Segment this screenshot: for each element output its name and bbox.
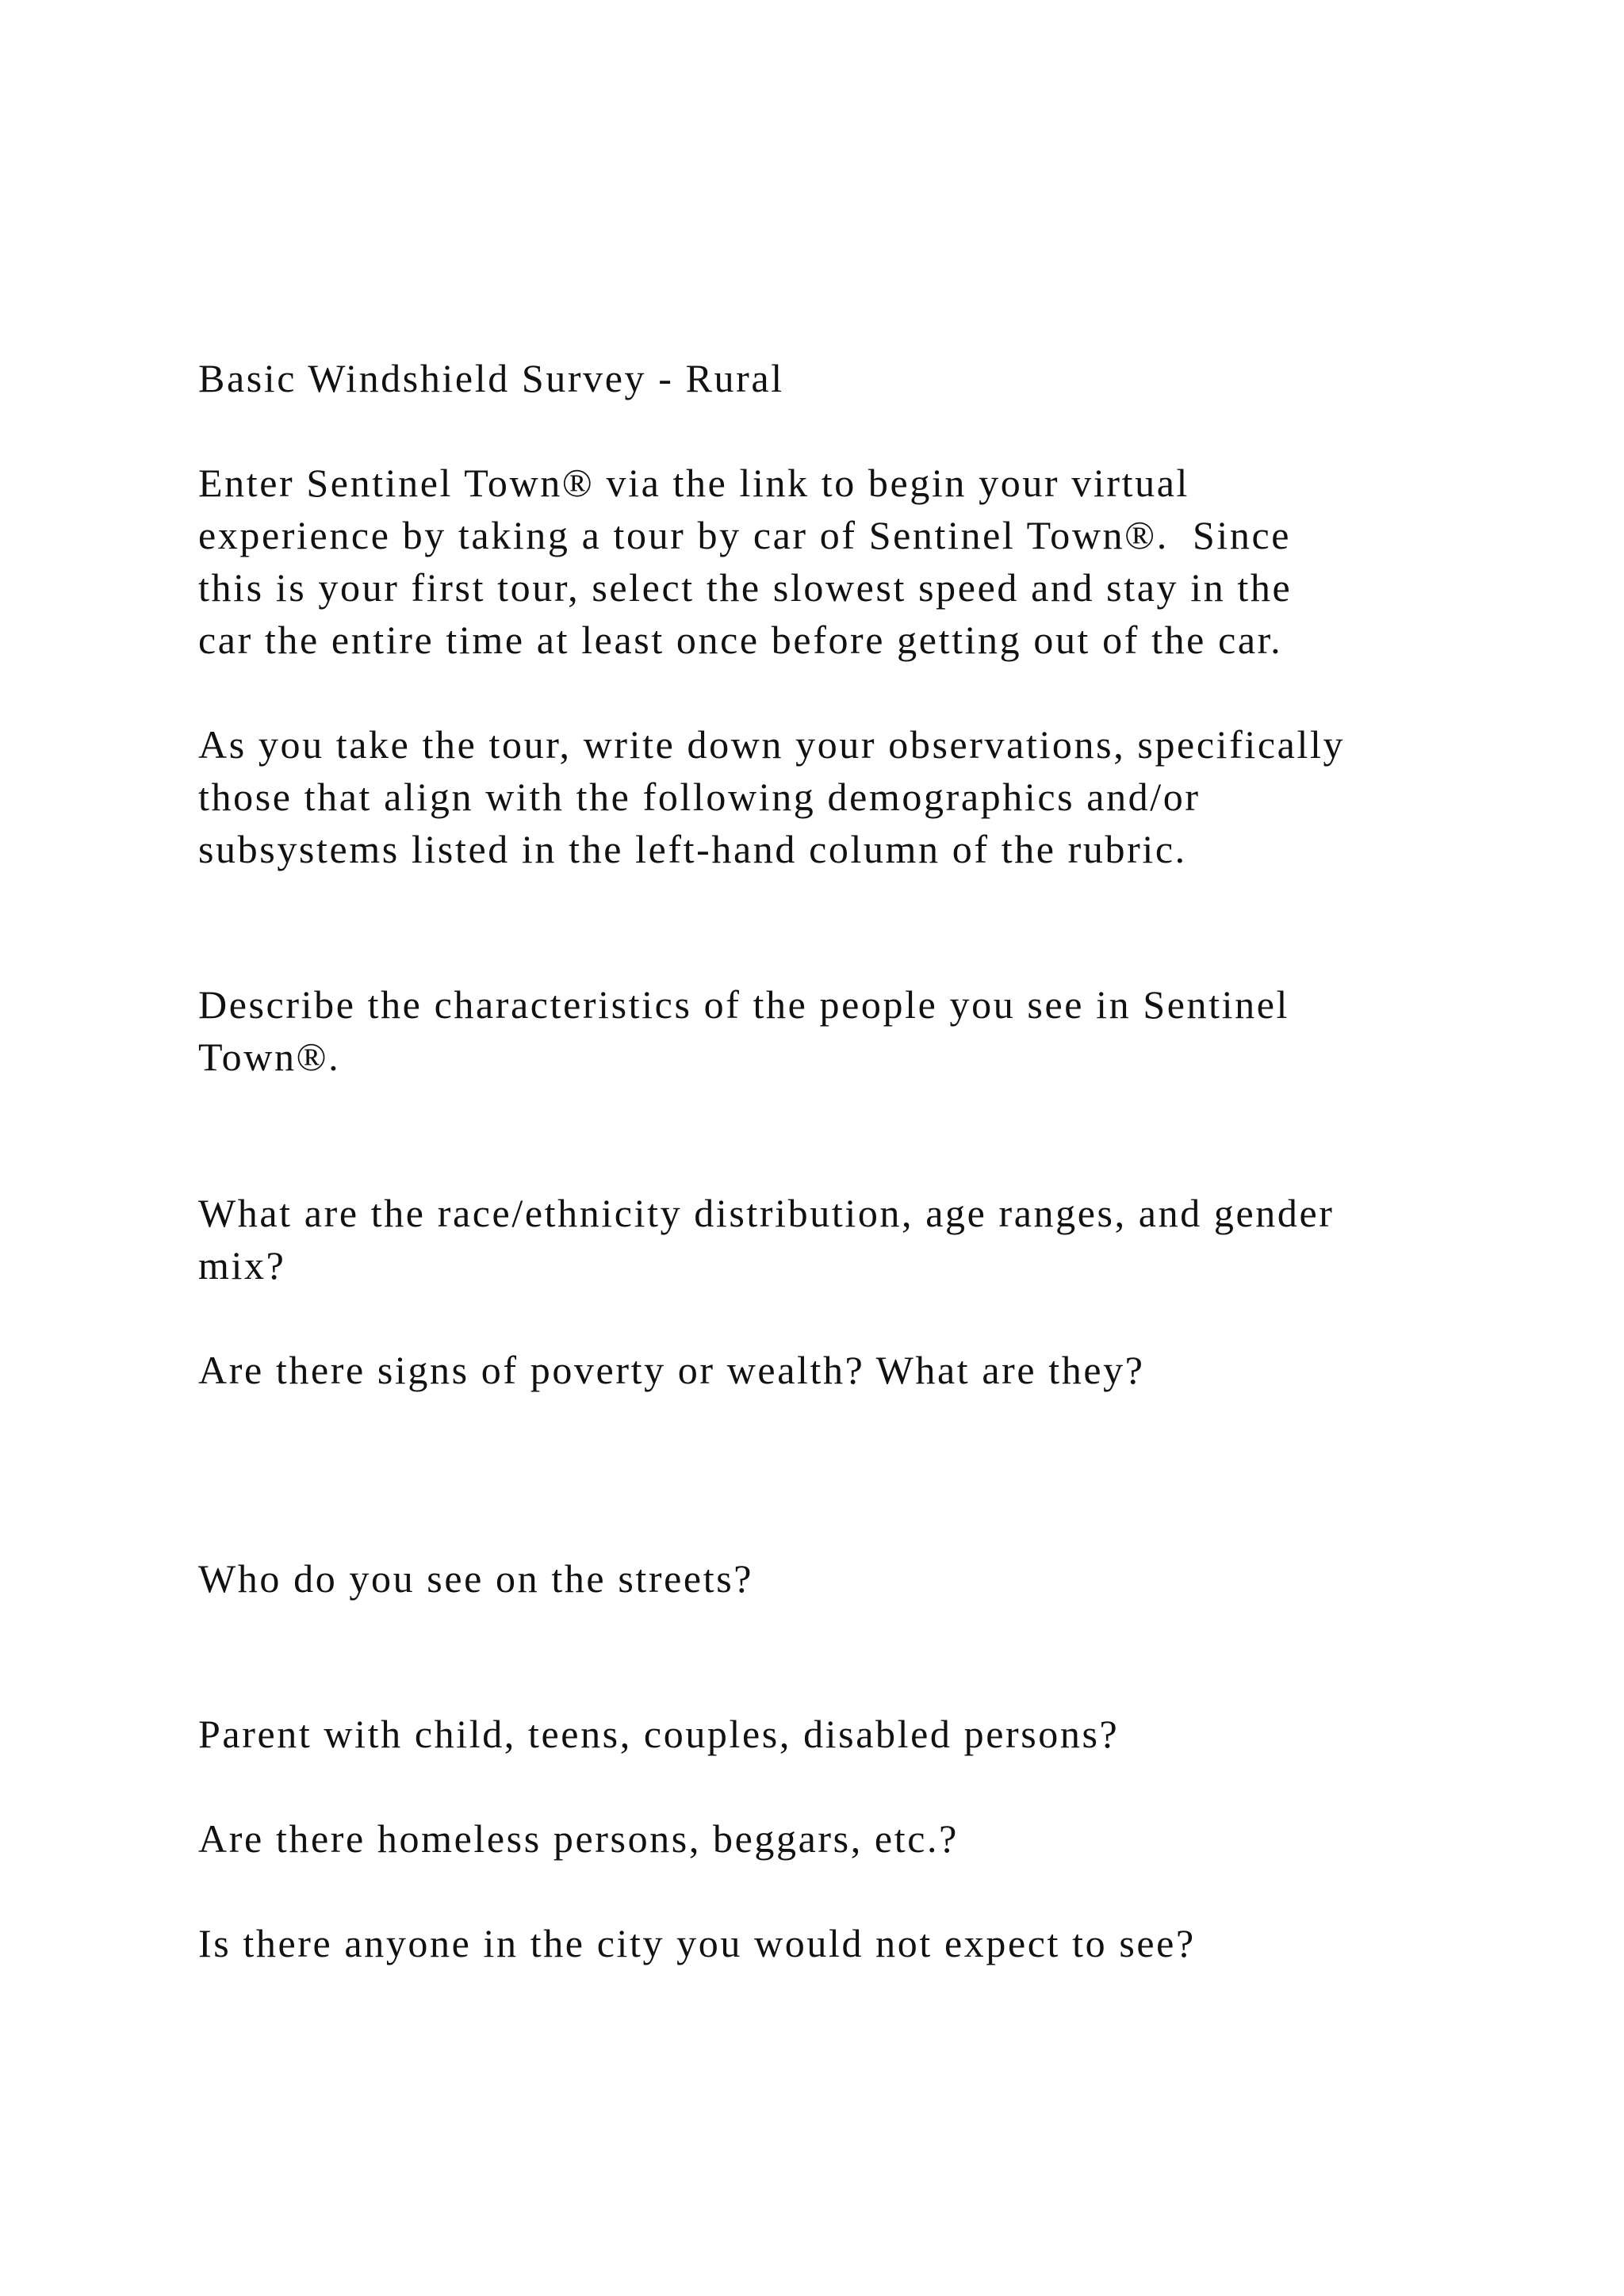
intro-line-3: this is your first tour, select the slowest speed and stay in the [198,565,1293,610]
unexpected-question: Is there anyone in the city you would not expect to see? [198,1921,1196,1965]
race-question-line-1: What are the race/ethnicity distribution, age ranges, and gender [198,1191,1335,1235]
instructions-line-2: those that align with the following demographics and/or [198,775,1201,819]
parent-question: Parent with child, teens, couples, disabled persons? [198,1712,1120,1756]
streets-question: Who do you see on the streets? [198,1556,754,1601]
race-question-line-2: mix? [198,1243,286,1288]
intro-line-4: car the entire time at least once before getting out of the car. [198,618,1283,662]
poverty-question: Are there signs of poverty or wealth? What are they? [198,1348,1145,1392]
intro-line-1: Enter Sentinel Town® via the link to begin your virtual [198,461,1189,505]
homeless-question: Are there homeless persons, beggars, etc.? [198,1816,959,1861]
document-title: Basic Windshield Survey - Rural [198,356,784,400]
describe-prompt-line-1: Describe the characteristics of the people you see in Sentinel [198,982,1290,1027]
instructions-line-1: As you take the tour, write down your observations, specifically [198,722,1346,767]
intro-line-2: experience by taking a tour by car of Sentinel Town®. Since [198,513,1292,557]
describe-prompt-line-2: Town®. [198,1035,341,1079]
instructions-line-3: subsystems listed in the left-hand column of the rubric. [198,827,1187,871]
